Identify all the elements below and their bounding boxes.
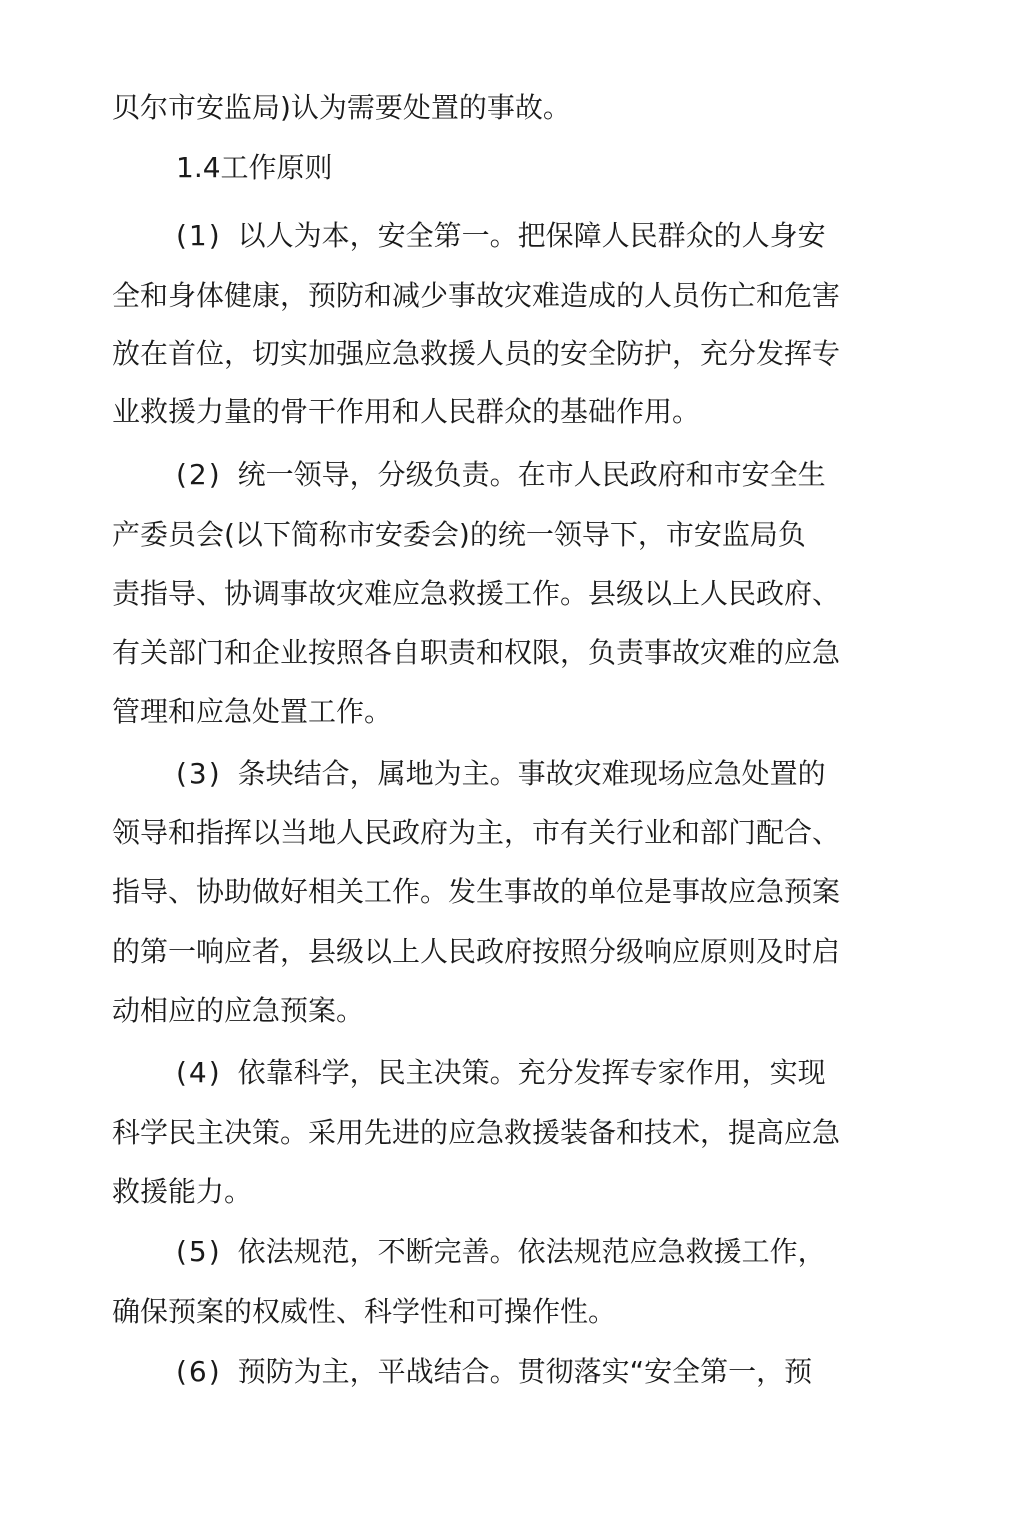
item-number: (6)	[176, 1355, 222, 1388]
item-number: (2)	[176, 458, 222, 491]
paragraph-1-first-line: (1) 以人为本，安全第一。把保障人民群众的人身安	[176, 219, 826, 252]
text-line: 管理和应急处置工作。	[112, 695, 393, 728]
paragraph-4-first-line: (4) 依靠科学，民主决策。充分发挥专家作用，实现	[176, 1056, 826, 1089]
item-number: (3)	[176, 757, 222, 790]
item-number: (5)	[176, 1235, 222, 1268]
text-line: 全和身体健康，预防和减少事故灾难造成的人员伤亡和危害	[112, 279, 841, 312]
text-line: 救援能力。	[112, 1175, 253, 1208]
text-line: 责指导、协调事故灾难应急救援工作。县级以上人民政府、	[112, 577, 841, 610]
text-line: 业救援力量的骨干作用和人民群众的基础作用。	[112, 395, 701, 428]
item-number: (1)	[176, 219, 222, 252]
paragraph-2-first-line: (2) 统一领导，分级负责。在市人民政府和市安全生	[176, 458, 826, 491]
text-line: 动相应的应急预案。	[112, 994, 365, 1027]
text-line: 放在首位，切实加强应急救援人员的安全防护，充分发挥专	[112, 337, 841, 370]
text-line: 领导和指挥以当地人民政府为主，市有关行业和部门配合、	[112, 816, 841, 849]
paragraph-5-first-line: (5) 依法规范，不断完善。依法规范应急救援工作，	[176, 1235, 826, 1268]
text-line: 贝尔市安监局)认为需要处置的事故。	[112, 91, 571, 124]
paragraph-3-first-line: (3) 条块结合，属地为主。事故灾难现场应急处置的	[176, 757, 826, 790]
text-line: 产委员会(以下简称市安委会)的统一领导下，市安监局负	[112, 518, 806, 551]
section-heading: 1.4工作原则	[176, 151, 333, 184]
paragraph-6-first-line: (6) 预防为主，平战结合。贯彻落实“安全第一，预	[176, 1355, 813, 1388]
text-line: 的第一响应者，县级以上人民政府按照分级响应原则及时启	[112, 935, 841, 968]
text-line: 指导、协助做好相关工作。发生事故的单位是事故应急预案	[112, 875, 841, 908]
text-line: 确保预案的权威性、科学性和可操作性。	[112, 1295, 617, 1328]
text-line: 有关部门和企业按照各自职责和权限，负责事故灾难的应急	[112, 636, 841, 669]
text-line: 科学民主决策。采用先进的应急救援装备和技术，提高应急	[112, 1116, 841, 1149]
item-number: (4)	[176, 1056, 222, 1089]
